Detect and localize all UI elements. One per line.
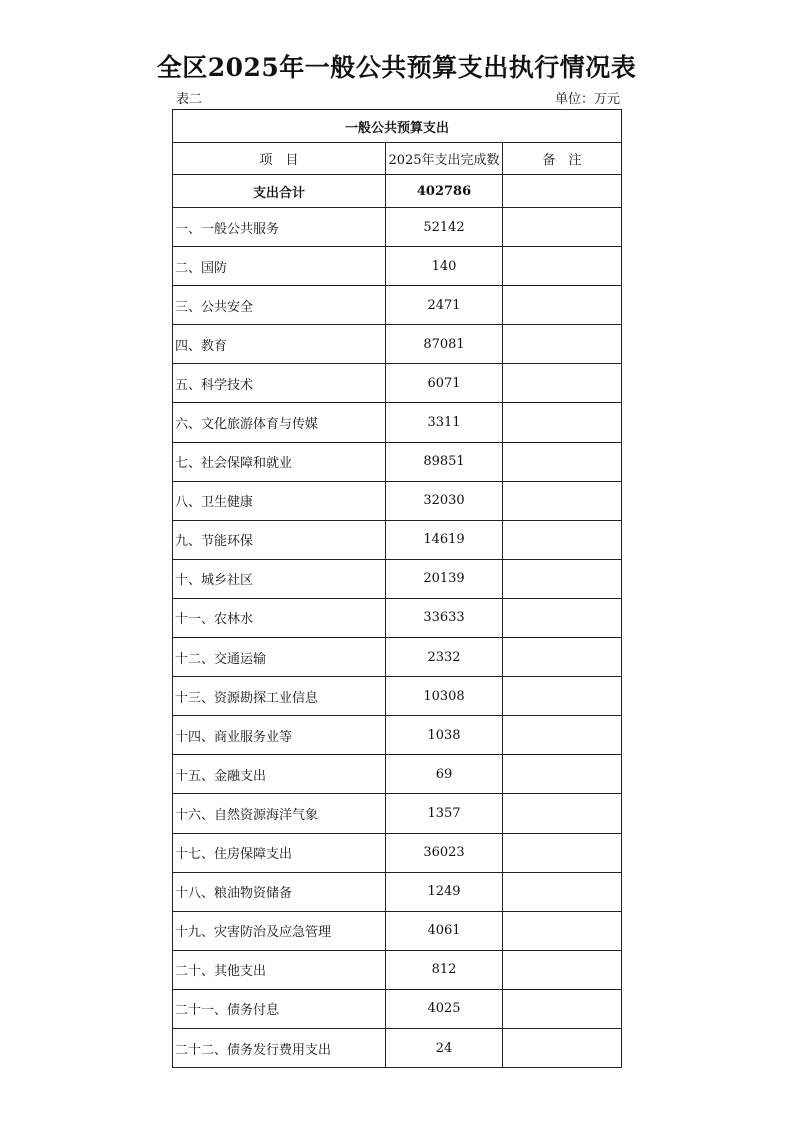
row-value: 6071 — [386, 364, 503, 403]
row-note — [503, 286, 622, 325]
row-value: 36023 — [386, 833, 503, 872]
table-row — [173, 989, 622, 1028]
row-note — [503, 833, 622, 872]
row-note — [503, 247, 622, 286]
row-label: 十三、资源勘探工业信息 — [173, 677, 386, 716]
table-row — [173, 638, 622, 677]
column-header-amount: 2025年支出完成数 — [386, 143, 503, 175]
row-value: 20139 — [386, 559, 503, 598]
row-label: 四、教育 — [173, 325, 386, 364]
table-row — [173, 1028, 622, 1067]
row-note — [503, 716, 622, 755]
table-row — [173, 872, 622, 911]
expenditure-table — [172, 109, 622, 1068]
row-label: 二十二、债务发行费用支出 — [173, 1028, 386, 1067]
row-label: 十八、粮油物资储备 — [173, 872, 386, 911]
row-value: 3311 — [386, 403, 503, 442]
row-value: 2332 — [386, 638, 503, 677]
row-note — [503, 677, 622, 716]
row-label: 十四、商业服务业等 — [173, 716, 386, 755]
row-value: 812 — [386, 950, 503, 989]
table-row — [173, 325, 622, 364]
row-value: 1038 — [386, 716, 503, 755]
row-label: 十九、灾害防治及应急管理 — [173, 911, 386, 950]
row-note — [503, 755, 622, 794]
row-value: 89851 — [386, 442, 503, 481]
table-row — [173, 833, 622, 872]
row-value: 4061 — [386, 911, 503, 950]
row-note — [503, 481, 622, 520]
row-value: 2471 — [386, 286, 503, 325]
table-row — [173, 716, 622, 755]
page-title: 全区2025年一般公共预算支出执行情况表 — [156, 53, 637, 82]
row-note — [503, 911, 622, 950]
table-row — [173, 520, 622, 559]
row-value: 1249 — [386, 872, 503, 911]
row-note — [503, 1028, 622, 1067]
table-row — [173, 755, 622, 794]
column-header-row — [173, 143, 622, 175]
total-label: 支出合计 — [173, 175, 386, 208]
row-label: 十二、交通运输 — [173, 638, 386, 677]
total-value: 402786 — [386, 175, 503, 208]
table-row — [173, 208, 622, 247]
total-note — [503, 175, 622, 208]
table-row — [173, 247, 622, 286]
row-label: 十、城乡社区 — [173, 559, 386, 598]
row-note — [503, 598, 622, 637]
table-row — [173, 677, 622, 716]
table-number: 表二 — [176, 92, 203, 107]
row-value: 24 — [386, 1028, 503, 1067]
row-label: 十一、农林水 — [173, 598, 386, 637]
table-row — [173, 911, 622, 950]
row-value: 4025 — [386, 989, 503, 1028]
row-label: 二十、其他支出 — [173, 950, 386, 989]
row-value: 1357 — [386, 794, 503, 833]
row-note — [503, 638, 622, 677]
row-label: 三、公共安全 — [173, 286, 386, 325]
row-label: 二十一、债务付息 — [173, 989, 386, 1028]
row-label: 五、科学技术 — [173, 364, 386, 403]
row-label: 八、卫生健康 — [173, 481, 386, 520]
section-header-row — [173, 110, 622, 143]
column-header-item: 项 目 — [173, 143, 386, 175]
total-row — [173, 175, 622, 208]
section-header: 一般公共预算支出 — [173, 110, 622, 143]
row-label: 十七、住房保障支出 — [173, 833, 386, 872]
unit-label: 单位：万元 — [554, 92, 620, 107]
row-value: 69 — [386, 755, 503, 794]
row-note — [503, 364, 622, 403]
row-note — [503, 794, 622, 833]
table-row — [173, 442, 622, 481]
table-row — [173, 794, 622, 833]
row-value: 52142 — [386, 208, 503, 247]
row-label: 七、社会保障和就业 — [173, 442, 386, 481]
row-label: 九、节能环保 — [173, 520, 386, 559]
row-note — [503, 559, 622, 598]
row-label: 十五、金融支出 — [173, 755, 386, 794]
table-row — [173, 481, 622, 520]
row-note — [503, 403, 622, 442]
row-note — [503, 208, 622, 247]
row-note — [503, 950, 622, 989]
row-note — [503, 442, 622, 481]
row-value: 87081 — [386, 325, 503, 364]
row-value: 140 — [386, 247, 503, 286]
row-label: 六、文化旅游体育与传媒 — [173, 403, 386, 442]
row-label: 二、国防 — [173, 247, 386, 286]
table-row — [173, 559, 622, 598]
table-row — [173, 403, 622, 442]
row-value: 33633 — [386, 598, 503, 637]
row-note — [503, 989, 622, 1028]
row-note — [503, 325, 622, 364]
row-note — [503, 872, 622, 911]
table-row — [173, 950, 622, 989]
row-label: 十六、自然资源海洋气象 — [173, 794, 386, 833]
row-value: 32030 — [386, 481, 503, 520]
table-row — [173, 286, 622, 325]
column-header-note: 备 注 — [503, 143, 622, 175]
row-label: 一、一般公共服务 — [173, 208, 386, 247]
row-note — [503, 520, 622, 559]
table-row — [173, 364, 622, 403]
row-value: 10308 — [386, 677, 503, 716]
row-value: 14619 — [386, 520, 503, 559]
table-row — [173, 598, 622, 637]
